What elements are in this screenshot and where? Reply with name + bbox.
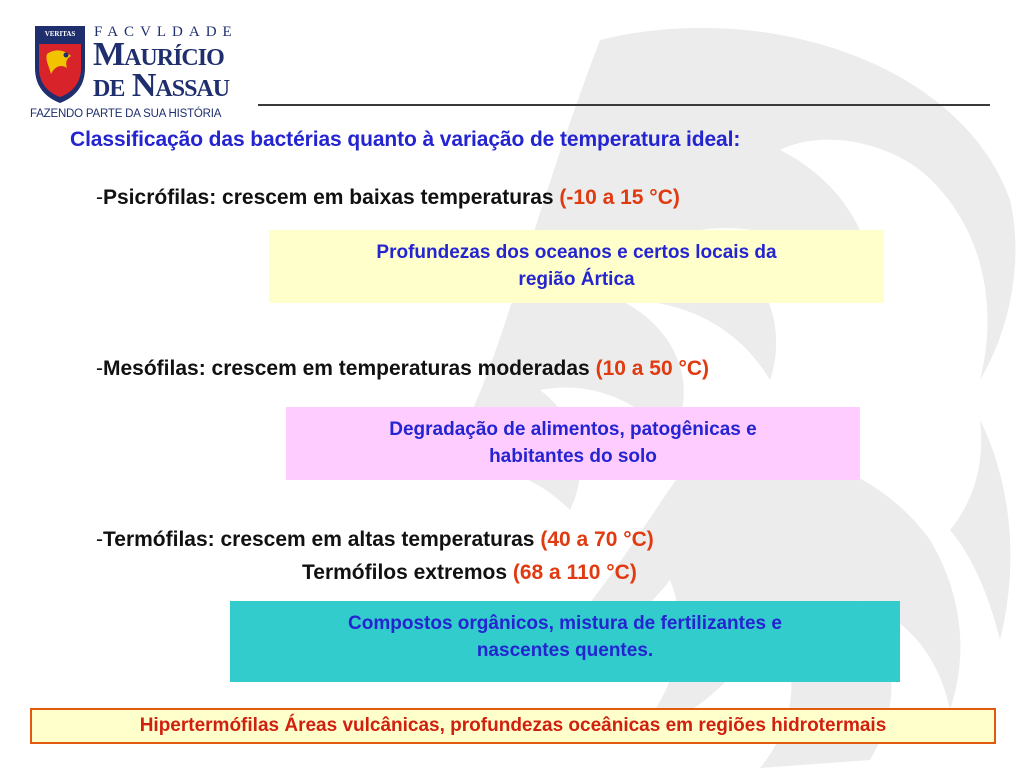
page-title: Classificação das bactérias quanto à variação de temperatura ideal: [70,128,741,151]
group-label: Mesófilas: crescem em temperaturas moderadas [103,357,590,380]
habitat-box-psicrofilas [269,230,884,303]
group-label: Termófilas: crescem em altas temperaturas [103,528,535,551]
habitat-text-line: região Ártica [518,269,635,290]
group-label: Psicrófilas: crescem em baixas temperaturas [103,186,554,209]
logo-top-text: FACVLDADE [94,24,238,40]
temperature-range: (10 a 50 °C) [595,357,710,380]
bullet-dash: - [96,357,103,380]
habitat-text-line: habitantes do solo [489,446,657,467]
group-termofilos-extremos-line [302,561,637,585]
temperature-range: (-10 a 15 °C) [559,186,680,209]
group-mesofilas-line [96,357,709,381]
hipertermofilas-footer-box: Hipertermófilas Áreas vulcânicas, profundezas oceânicas em regiões hidrotermais [30,708,996,744]
habitat-text-line: Compostos orgânicos, mistura de fertilizantes e [348,613,782,634]
habitat-text-line: Profundezas dos oceanos e certos locais da [376,242,777,263]
bullet-dash: - [96,186,103,209]
bullet-dash: - [96,528,103,551]
logo-name-line1: Maurício [93,36,224,73]
temperature-range: (68 a 110 °C) [512,561,637,584]
group-termofilas-line [96,528,654,552]
habitat-text-line: Degradação de alimentos, patogênicas e [389,419,757,440]
header-divider [258,104,990,106]
habitat-box-mesofilas [286,407,860,480]
institution-logo [30,22,245,127]
logo-tagline: FAZENDO PARTE DA SUA HISTÓRIA [30,108,222,120]
shield-label: VERITAS [44,30,76,38]
shield-crest-icon [33,24,87,104]
sub-group-label: Termófilos extremos [302,561,508,584]
temperature-range: (40 a 70 °C) [540,528,654,551]
habitat-text-line: nascentes quentes. [476,640,654,661]
logo-name-line2: de Nassau [93,67,230,104]
group-psicrofilas-line [96,186,680,210]
habitat-box-termofilas [230,601,900,682]
